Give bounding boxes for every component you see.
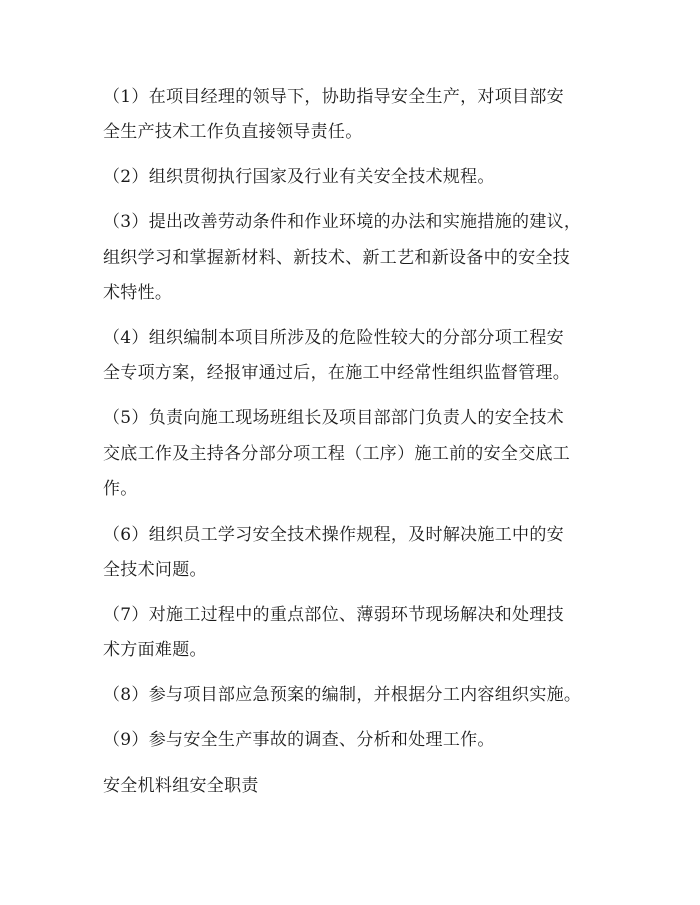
section-heading: 安全机料组安全职责 [103,776,259,796]
text-line: （5）负责向施工现场班组长及项目部部门负责人的安全技术 [103,408,564,428]
text-line: （4）组织编制本项目所涉及的危险性较大的分部分项工程安 [103,328,564,348]
text-line: （8）参与项目部应急预案的编制，并根据分工内容组织实施。 [103,685,582,705]
text-line: （6）组织员工学习安全技术操作规程，及时解决施工中的安 [103,525,564,545]
text-line: 术特性。 [103,283,173,303]
text-line: 组织学习和掌握新材料、新技术、新工艺和新设备中的安全技 [103,248,571,268]
text-line: （3）提出改善劳动条件和作业环境的办法和实施措施的建议， [103,212,582,232]
text-line: （9）参与安全生产事故的调查、分析和处理工作。 [103,730,495,750]
text-line: 全专项方案，经报审通过后，在施工中经常性组织监督管理。 [103,363,571,383]
text-line: 作。 [103,479,138,499]
text-line: （7）对施工过程中的重点部位、薄弱环节现场解决和处理技 [103,605,564,625]
text-line: 全技术问题。 [103,560,207,580]
text-line: （1）在项目经理的领导下，协助指导安全生产，对项目部安 [103,87,564,107]
text-line: 交底工作及主持各分部分项工程（工序）施工前的安全交底工 [103,444,571,464]
text-line: 术方面难题。 [103,640,207,660]
text-line: 全生产技术工作负直接领导责任。 [103,122,363,142]
text-line: （2）组织贯彻执行国家及行业有关安全技术规程。 [103,167,495,187]
